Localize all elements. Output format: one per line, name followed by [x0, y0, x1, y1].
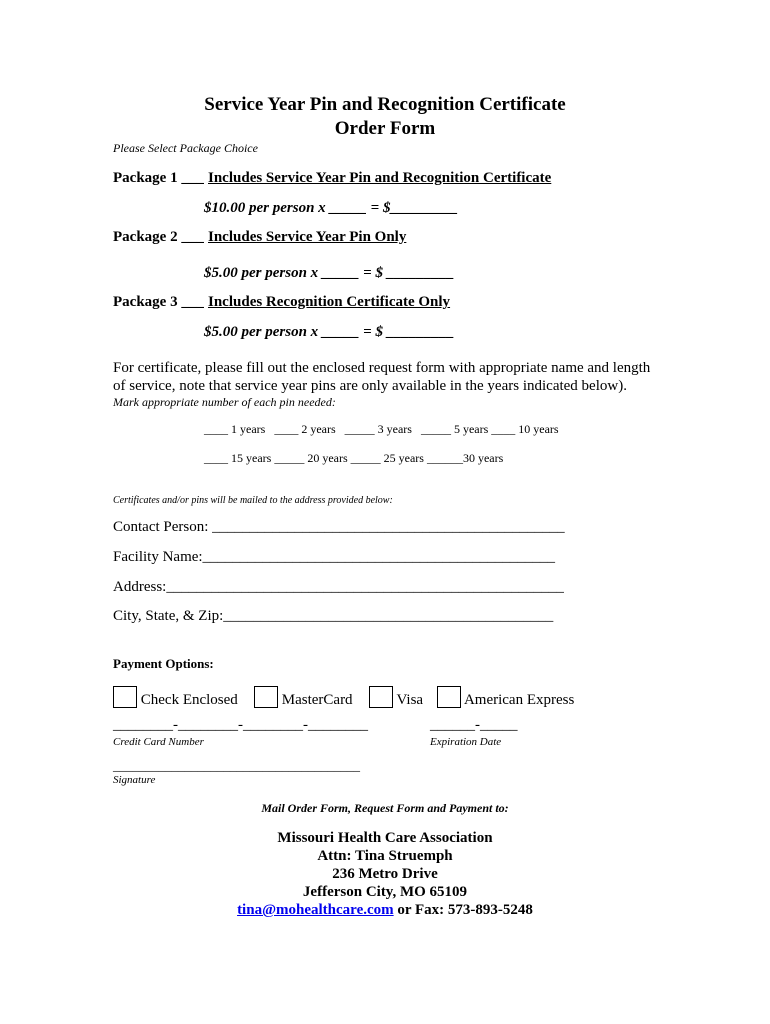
mail-to-city: Jefferson City, MO 65109	[302, 884, 468, 900]
signature-field[interactable]: ______________________________________	[113, 758, 360, 773]
american-express-label: American Express	[463, 692, 575, 708]
package-3-label[interactable]: Package 3 ___	[113, 294, 204, 310]
package-1-price[interactable]: $10.00 per person x _____ = $_________	[204, 200, 458, 216]
package-1-description: Includes Service Year Pin and Recognition Certificate	[208, 170, 552, 186]
mail-to-contact-line	[0, 901, 770, 919]
payment-option-visa[interactable]	[369, 686, 423, 709]
check-enclosed-label: Check Enclosed	[140, 692, 238, 708]
fax-number: or Fax: 573-893-5248	[393, 902, 533, 918]
email-link[interactable]: tina@mohealthcare.com	[237, 902, 394, 918]
pin-years-row-2[interactable]: ____ 15 years _____ 20 years _____ 25 years ______30 years	[204, 451, 504, 465]
mail-to-heading: Mail Order Form, Request Form and Payment to:	[261, 801, 509, 815]
form-title-line1: Service Year Pin and Recognition Certificate	[204, 94, 566, 115]
facility-name-field[interactable]: Facility Name:_______________________________________________	[113, 549, 556, 565]
package-2-description: Includes Service Year Pin Only	[208, 229, 407, 245]
package-1-label[interactable]: Package 1 ___	[113, 170, 204, 186]
mastercard-checkbox[interactable]	[254, 686, 278, 708]
signature-label: Signature	[113, 774, 156, 786]
mastercard-label: MasterCard	[281, 692, 353, 708]
city-state-zip-field[interactable]: City, State, & Zip:____________________________________________	[113, 608, 554, 624]
check-enclosed-checkbox[interactable]	[113, 686, 137, 708]
certificate-note-line2: of service, note that service year pins are only available in the years indicated below).	[113, 378, 627, 394]
payment-option-mastercard[interactable]	[254, 686, 353, 709]
american-express-checkbox[interactable]	[437, 686, 461, 708]
package-3-description: Includes Recognition Certificate Only	[208, 294, 451, 310]
mail-to-street: 236 Metro Drive	[332, 866, 438, 882]
visa-label: Visa	[396, 692, 424, 708]
expiration-date-label: Expiration Date	[430, 736, 502, 748]
form-title-line2: Order Form	[334, 118, 436, 139]
address-field[interactable]: Address:_____________________________________________________	[113, 579, 564, 595]
certificate-note-line1: For certificate, please fill out the enclosed request form with appropriate name and length	[113, 360, 651, 376]
mail-to-organization: Missouri Health Care Association	[277, 830, 493, 846]
package-instruction: Please Select Package Choice	[113, 141, 258, 155]
expiration-date-field[interactable]: ______-_____	[430, 717, 518, 733]
payment-option-amex[interactable]	[437, 686, 574, 709]
mail-to-attention: Attn: Tina Struemph	[317, 848, 453, 864]
payment-options-heading: Payment Options:	[113, 656, 214, 671]
pin-instruction: Mark appropriate number of each pin needed:	[113, 395, 336, 409]
contact-person-field[interactable]: Contact Person: _______________________________________________	[113, 519, 565, 535]
package-2-label[interactable]: Package 2 ___	[113, 229, 204, 245]
package-3-price[interactable]: $5.00 per person x _____ = $ _________	[204, 324, 455, 340]
visa-checkbox[interactable]	[369, 686, 393, 708]
pin-years-row-1[interactable]: ____ 1 years ____ 2 years _____ 3 years _____ 5 years ____ 10 years	[204, 422, 559, 436]
mail-note: Certificates and/or pins will be mailed to the address provided below:	[113, 495, 393, 506]
package-2-price[interactable]: $5.00 per person x _____ = $ _________	[204, 265, 455, 281]
payment-option-check[interactable]	[113, 686, 238, 709]
credit-card-number-label: Credit Card Number	[113, 736, 204, 748]
credit-card-number-field[interactable]: ________-________-________-________	[113, 717, 368, 733]
